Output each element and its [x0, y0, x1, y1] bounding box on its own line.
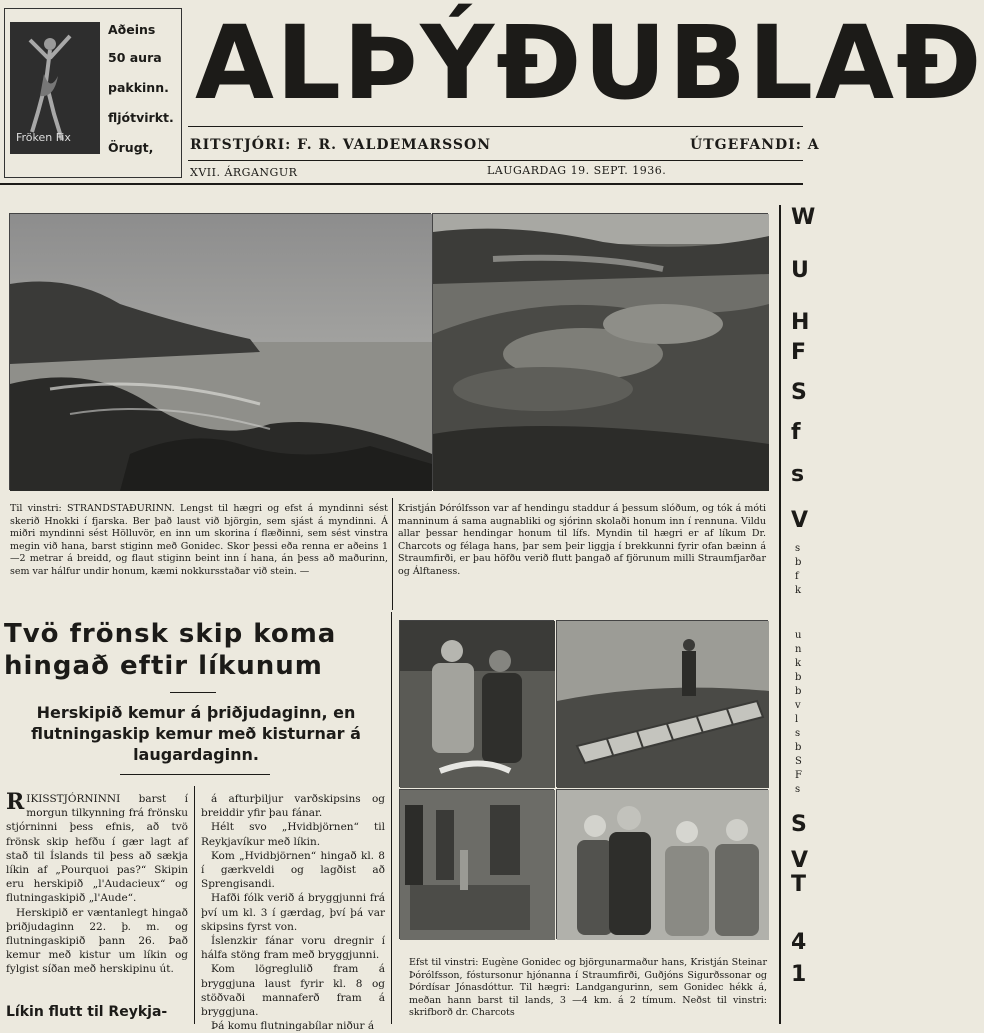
- article-headline: Tvö frönsk skip koma hingað eftir líkunum: [4, 619, 337, 681]
- sidebar-letter-3: H: [791, 310, 810, 335]
- date-line: LAUGARDAG 19. SEPT. 1936.: [487, 164, 667, 177]
- photo-bodies-on-slope: [432, 213, 768, 490]
- sidebar-small-4: k: [795, 585, 802, 596]
- col2-para-6: Kom lögreglulið fram á bryggjuna laust fyrir kl. 8 og stöðvaði mannaferð fram á bryggjuna.: [201, 963, 385, 1019]
- photo-gonidec-and-rescuer: [399, 620, 554, 787]
- sidebar-rule: [779, 205, 781, 1024]
- volume-line: XVII. ÁRGANGUR: [190, 166, 298, 179]
- col2-para-5: Íslenzkir fánar voru dregnir í hálfa stöng fram með bryggjunni.: [201, 935, 385, 962]
- deck-rule: [120, 774, 270, 775]
- ad-line-4: fljótvirkt.: [108, 110, 174, 125]
- sidebar-small-12: s: [795, 728, 801, 739]
- sidebar-small-16: s: [795, 784, 801, 795]
- col1-para-1: RIKISSTJÓRNINNI barst í morgun tilkynning frá frönsku stjórninni þess efnis, að tvö frönsk skip hefðu í gær lagt af stað til Íslands til þess að sækja líkin af „Pourquoi pas?“ Skipin eru herskipið „l'Audacieux“ og flutningaskipið „l'Aude“.: [6, 789, 188, 905]
- editor-line: RITSTJÓRI: F. R. VALDEMARSSON: [190, 137, 492, 153]
- article-column-1: [6, 789, 188, 977]
- photo-stranding-site: [9, 213, 431, 490]
- caption-divider: [392, 498, 393, 610]
- sidebar-letter-8: V: [791, 508, 809, 533]
- publisher-line: ÚTGEFANDI: A: [690, 137, 820, 153]
- sidebar-small-13: b: [795, 742, 802, 753]
- sidebar-lower-3: T: [791, 872, 807, 897]
- sidebar-letter-1: W: [791, 205, 816, 230]
- header-bottom-rule: [0, 183, 803, 185]
- sidebar-lower-1: S: [791, 812, 807, 837]
- sidebar-small-7: k: [795, 658, 802, 669]
- sidebar-small-8: b: [795, 672, 802, 683]
- sidebar-small-1: s: [795, 543, 801, 554]
- caption-bottom: Efst til vinstri: Eugène Gonidec og björgunarmaður hans, Kristján Steinar Þórólfsson, fóstursonur hjónanna í Straumfirði, Guðjóns Sigurðssonar og Þórdísar Jónasdóttur. Til hægri: Landgangurinn, sem Gonidec hékk á, meðan hann barst til lands, 3 —4 km. á 2 tímum. Neðst til vinstri: skrifborð dr. Charcots: [409, 957, 767, 1019]
- date-rule-top: [188, 160, 803, 161]
- subhead-bodies: Líkin flutt til Reykja-: [6, 1004, 168, 1020]
- sidebar-small-6: n: [795, 644, 802, 655]
- photo-gangway: [556, 620, 768, 787]
- dancer-illustration: [10, 22, 100, 154]
- page-column-divider: [391, 612, 392, 1024]
- sidebar-letter-2: U: [791, 258, 809, 283]
- ad-figure-label: Fröken Fix: [16, 131, 71, 144]
- col2-para-2: Hélt svo „Hvidbjörnen“ til Reykjavíkur með líkin.: [201, 821, 385, 848]
- col2-para-3: Kom „Hvidbjörnen“ hingað kl. 8 í gærkveldi og lagðist að Sprengisandi.: [201, 849, 385, 891]
- caption-left: Til vinstri: STRANDSTAÐURINN. Lengst til hægri og efst á myndinni sést skerið Hnokki í fjarska. Ber það laust við björgin, sem sjást á myndinni. Á miðri myndinni sést Hölluvör, en inn um skorina í flæðinni, sem sést vinstra megin við hana, barst stiginn með Gonidec. Skor þessi eða renna er aðeins 1—2 metrar á breidd, og flaut stiginn beint inn í hana, án þess að maðurinn, sem var hálfur undir honum, kæmi nokkursstaðar við stein. —: [10, 503, 388, 577]
- col1-para-2: Herskipið er væntanlegt hingað þriðjudaginn 22. þ. m. og flutningaskipið þann 26. Það kemur með kistur um líkin og fylgist síðan með herskipinu út.: [6, 906, 188, 976]
- ad-line-2: 50 aura: [108, 50, 162, 65]
- sidebar-small-11: l: [795, 714, 799, 725]
- headline-rule: [170, 692, 216, 693]
- sidebar-small-14: S: [795, 756, 802, 767]
- ad-line-1: Aðeins: [108, 22, 156, 37]
- sidebar-small-9: b: [795, 686, 802, 697]
- sidebar-small-10: v: [795, 700, 801, 711]
- masthead-rule: [188, 126, 803, 127]
- article-column-2: [201, 792, 385, 1033]
- col2-para-7: Þá komu flutningabílar niður á: [211, 1020, 375, 1033]
- sidebar-lower-5: 1: [791, 962, 807, 987]
- caption-right: Kristján Þórólfsson var af hendingu staddur á þessum slóðum, og tók á móti manninum á sama augnabliki og sjórinn skolaði honum inn í rennuna. Vildu allar þessar hendingar honum til lífs. Myndin til hægri er af líkum Dr. Charcots og félaga hans, þar sem þeir liggja í brekkunni fyrir ofan bæinn á Straumfirði, er þau höfðu verið flutt þangað af fjörunum milli Straumfjarðar og Álftaness.: [398, 503, 766, 577]
- col2-para-1: á afturþiljur varðskipsins og breiddir yfir þau fánar.: [201, 793, 385, 820]
- sidebar-small-3: f: [795, 571, 799, 582]
- sidebar-small-5: u: [795, 630, 802, 641]
- sidebar-lower-2: V: [791, 848, 809, 873]
- sidebar-letter-7: s: [791, 462, 805, 487]
- sidebar-letter-5: S: [791, 380, 807, 405]
- sidebar-small-2: b: [795, 557, 802, 568]
- photo-foster-family: [556, 789, 768, 939]
- article-deck: Herskipið kemur á þriðjudaginn, en flutningaskip kemur með kisturnar á laugardaginn.: [31, 703, 361, 764]
- sidebar-letter-4: F: [791, 340, 807, 365]
- col2-para-4: Hafði fólk verið á bryggjunni frá því um kl. 3 í gærdag, því þá var skipsins fyrst von.: [201, 892, 385, 933]
- ad-line-3: pakkinn.: [108, 80, 169, 95]
- photo-charcot-desk: [399, 789, 554, 939]
- column-divider: [194, 786, 195, 1024]
- ad-line-5: Örugt,: [108, 140, 154, 155]
- sidebar-lower-4: 4: [791, 930, 807, 955]
- sidebar-letter-6: f: [791, 420, 801, 445]
- newspaper-title: ALÞÝÐUBLAÐ: [195, 4, 984, 123]
- sidebar-small-15: F: [795, 770, 802, 781]
